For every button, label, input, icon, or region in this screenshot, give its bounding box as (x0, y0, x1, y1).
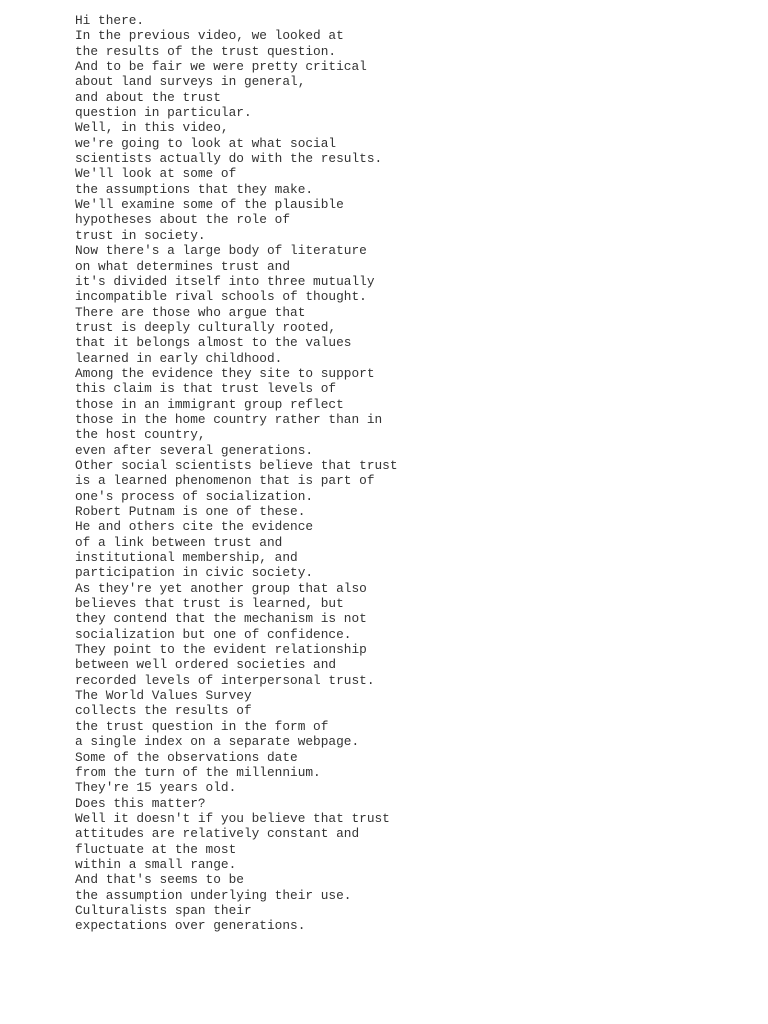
transcript-line: hypotheses about the role of (75, 212, 291, 228)
transcript-line: the trust question in the form of (75, 718, 329, 734)
transcript-line: Other social scientists believe that trust (75, 457, 398, 473)
transcript-line: even after several generations. (75, 442, 314, 458)
transcript-line: The World Values Survey (75, 688, 252, 704)
transcript-line: and about the trust (75, 89, 221, 105)
transcript-line: There are those who argue that (75, 304, 306, 320)
transcript-line: those in an immigrant group reflect (75, 396, 344, 412)
transcript-line: And to be fair we were pretty critical (75, 59, 367, 75)
transcript-line: We'll examine some of the plausible (75, 197, 344, 213)
transcript-line: we're going to look at what social (75, 135, 337, 151)
transcript-line: within a small range. (75, 856, 237, 872)
transcript-line: recorded levels of interpersonal trust. (75, 672, 375, 688)
transcript-line: socialization but one of confidence. (75, 626, 352, 642)
transcript-line: attitudes are relatively constant and (75, 826, 360, 842)
transcript-line: the assumption underlying their use. (75, 887, 352, 903)
transcript-line: We'll look at some of (75, 166, 237, 182)
transcript-line: the results of the trust question. (75, 43, 337, 59)
transcript-line: collects the results of (75, 703, 252, 719)
transcript-line: about land surveys in general, (75, 74, 306, 90)
transcript-line: In the previous video, we looked at (75, 28, 344, 44)
transcript-line: Well it doesn't if you believe that trust (75, 810, 390, 826)
transcript-line: institutional membership, and (75, 550, 298, 566)
transcript-line: a single index on a separate webpage. (75, 734, 360, 750)
transcript-line: And that's seems to be (75, 872, 244, 888)
transcript-line: participation in civic society. (75, 565, 314, 581)
transcript-line: trust in society. (75, 227, 206, 243)
transcript-line: believes that trust is learned, but (75, 596, 344, 612)
transcript-line: Culturalists span their (75, 902, 252, 918)
transcript-line: of a link between trust and (75, 534, 283, 550)
transcript-line: it's divided itself into three mutually (75, 273, 375, 289)
transcript-line: trust is deeply culturally rooted, (75, 319, 337, 335)
transcript-line: between well ordered societies and (75, 657, 337, 673)
transcript-line: They point to the evident relationship (75, 642, 367, 658)
transcript-line: one's process of socialization. (75, 488, 314, 504)
transcript-text (75, 13, 398, 934)
transcript-line: on what determines trust and (75, 258, 291, 274)
transcript-line: this claim is that trust levels of (75, 381, 337, 397)
transcript-line: They're 15 years old. (75, 780, 237, 796)
transcript-line: question in particular. (75, 105, 252, 121)
transcript-line: He and others cite the evidence (75, 519, 314, 535)
transcript-line: Robert Putnam is one of these. (75, 504, 306, 519)
transcript-line: fluctuate at the most (75, 841, 237, 857)
transcript-line: incompatible rival schools of thought. (75, 289, 367, 305)
transcript-line: the host country, (75, 427, 206, 443)
transcript-line: As they're yet another group that also (75, 580, 367, 596)
transcript-line: those in the home country rather than in (75, 411, 383, 427)
transcript-line: Now there's a large body of literature (75, 243, 367, 259)
transcript-line: Hi there. (75, 13, 145, 28)
transcript-line: expectations over generations. (75, 918, 306, 934)
transcript-line: the assumptions that they make. (75, 181, 314, 197)
transcript-line: Some of the observations date (75, 749, 298, 765)
transcript-line: they contend that the mechanism is not (75, 611, 367, 627)
transcript-line: that it belongs almost to the values (75, 335, 352, 351)
transcript-line: is a learned phenomenon that is part of (75, 473, 375, 489)
transcript-line: from the turn of the millennium. (75, 764, 321, 780)
transcript-line: scientists actually do with the results. (75, 151, 383, 167)
transcript-line: Does this matter? (75, 795, 206, 811)
transcript-line: learned in early childhood. (75, 350, 283, 366)
transcript-line: Among the evidence they site to support (75, 365, 375, 381)
transcript-line: Well, in this video, (75, 120, 229, 136)
